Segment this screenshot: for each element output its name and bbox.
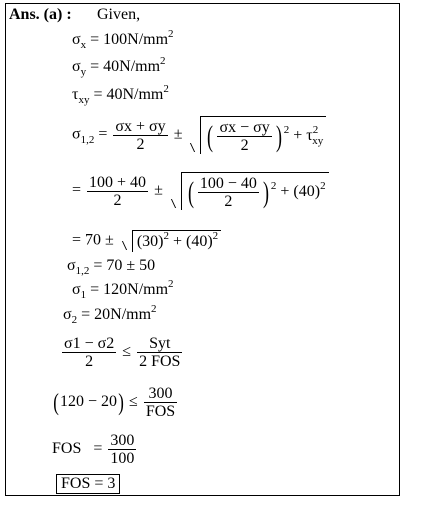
failure-criterion: $\frac{\sigma 1 - \sigma 2}{2}$ ≤ $\frac{\text{Syt}}{\text{2 FOS}}$ — [64, 335, 181, 370]
square-root: $(30)^2 + (40)^2$ — [120, 230, 221, 252]
fraction: $\frac{300}{\text{FOS}}$ — [145, 385, 176, 420]
fraction: $\frac{\text{Syt}}{\text{2 FOS}}$ — [139, 335, 181, 370]
tau-xy-line: $\tau_{xy} = 40N/mm^2$ — [72, 83, 169, 106]
square-root: ( $\frac{100 - 40}{2}$ ) $^2 + (40)^2$ — [169, 172, 329, 210]
final-answer: FOS = 3 — [56, 474, 120, 494]
sigma-1-result: $\sigma_1 = 120N/mm^2$ — [72, 278, 174, 301]
answer-label: Ans. (a) : — [9, 6, 72, 23]
simplified-line: = $70 \pm (30)^2 + (40)^2$ — [72, 230, 221, 252]
principal-stress-formula: $\sigma_{1,2}$ = $\frac{\sigma x + \sigma y}{2}$ ± ( $\frac{\sigma x - \sigma y}{2}$ ) $^2 + \tau^2_{xy}$ — [72, 116, 326, 154]
given-label: Given, — [97, 6, 141, 23]
square-root: ( $\frac{\sigma x - \sigma y}{2}$ ) $^2 + \tau^2_{xy}$ — [188, 116, 326, 154]
sigma-2-result: $\sigma_2 = 20N/mm^2$ — [63, 303, 157, 326]
fraction: $\frac{\sigma 1 - \sigma 2}{2}$ — [64, 335, 115, 370]
substitution-line: = $\frac{100 + 40}{2}$ ± ( $\frac{100 - 40}{2}$ ) $^2 + (40)^2$ — [72, 172, 329, 210]
sigma-x-line: $\sigma_x = 100N/mm^2$ — [72, 28, 174, 51]
fraction: $\frac{300}{100}$ — [110, 432, 135, 467]
sigma-y-line: $\sigma_y = 40N/mm^2$ — [72, 55, 166, 78]
sigma-12-result: $\sigma_{1,2} = 70 \pm 50$ — [67, 257, 156, 277]
fraction: $\frac{100 + 40}{2}$ — [89, 173, 147, 209]
fos-calculation: FOS = $\frac{300}{100}$ — [52, 432, 135, 467]
criterion-substituted: (120 − 20) ≤ $\frac{300}{\text{FOS}}$ — [53, 385, 176, 420]
fraction: $\frac{\sigma x + \sigma y}{2}$ — [115, 117, 166, 153]
